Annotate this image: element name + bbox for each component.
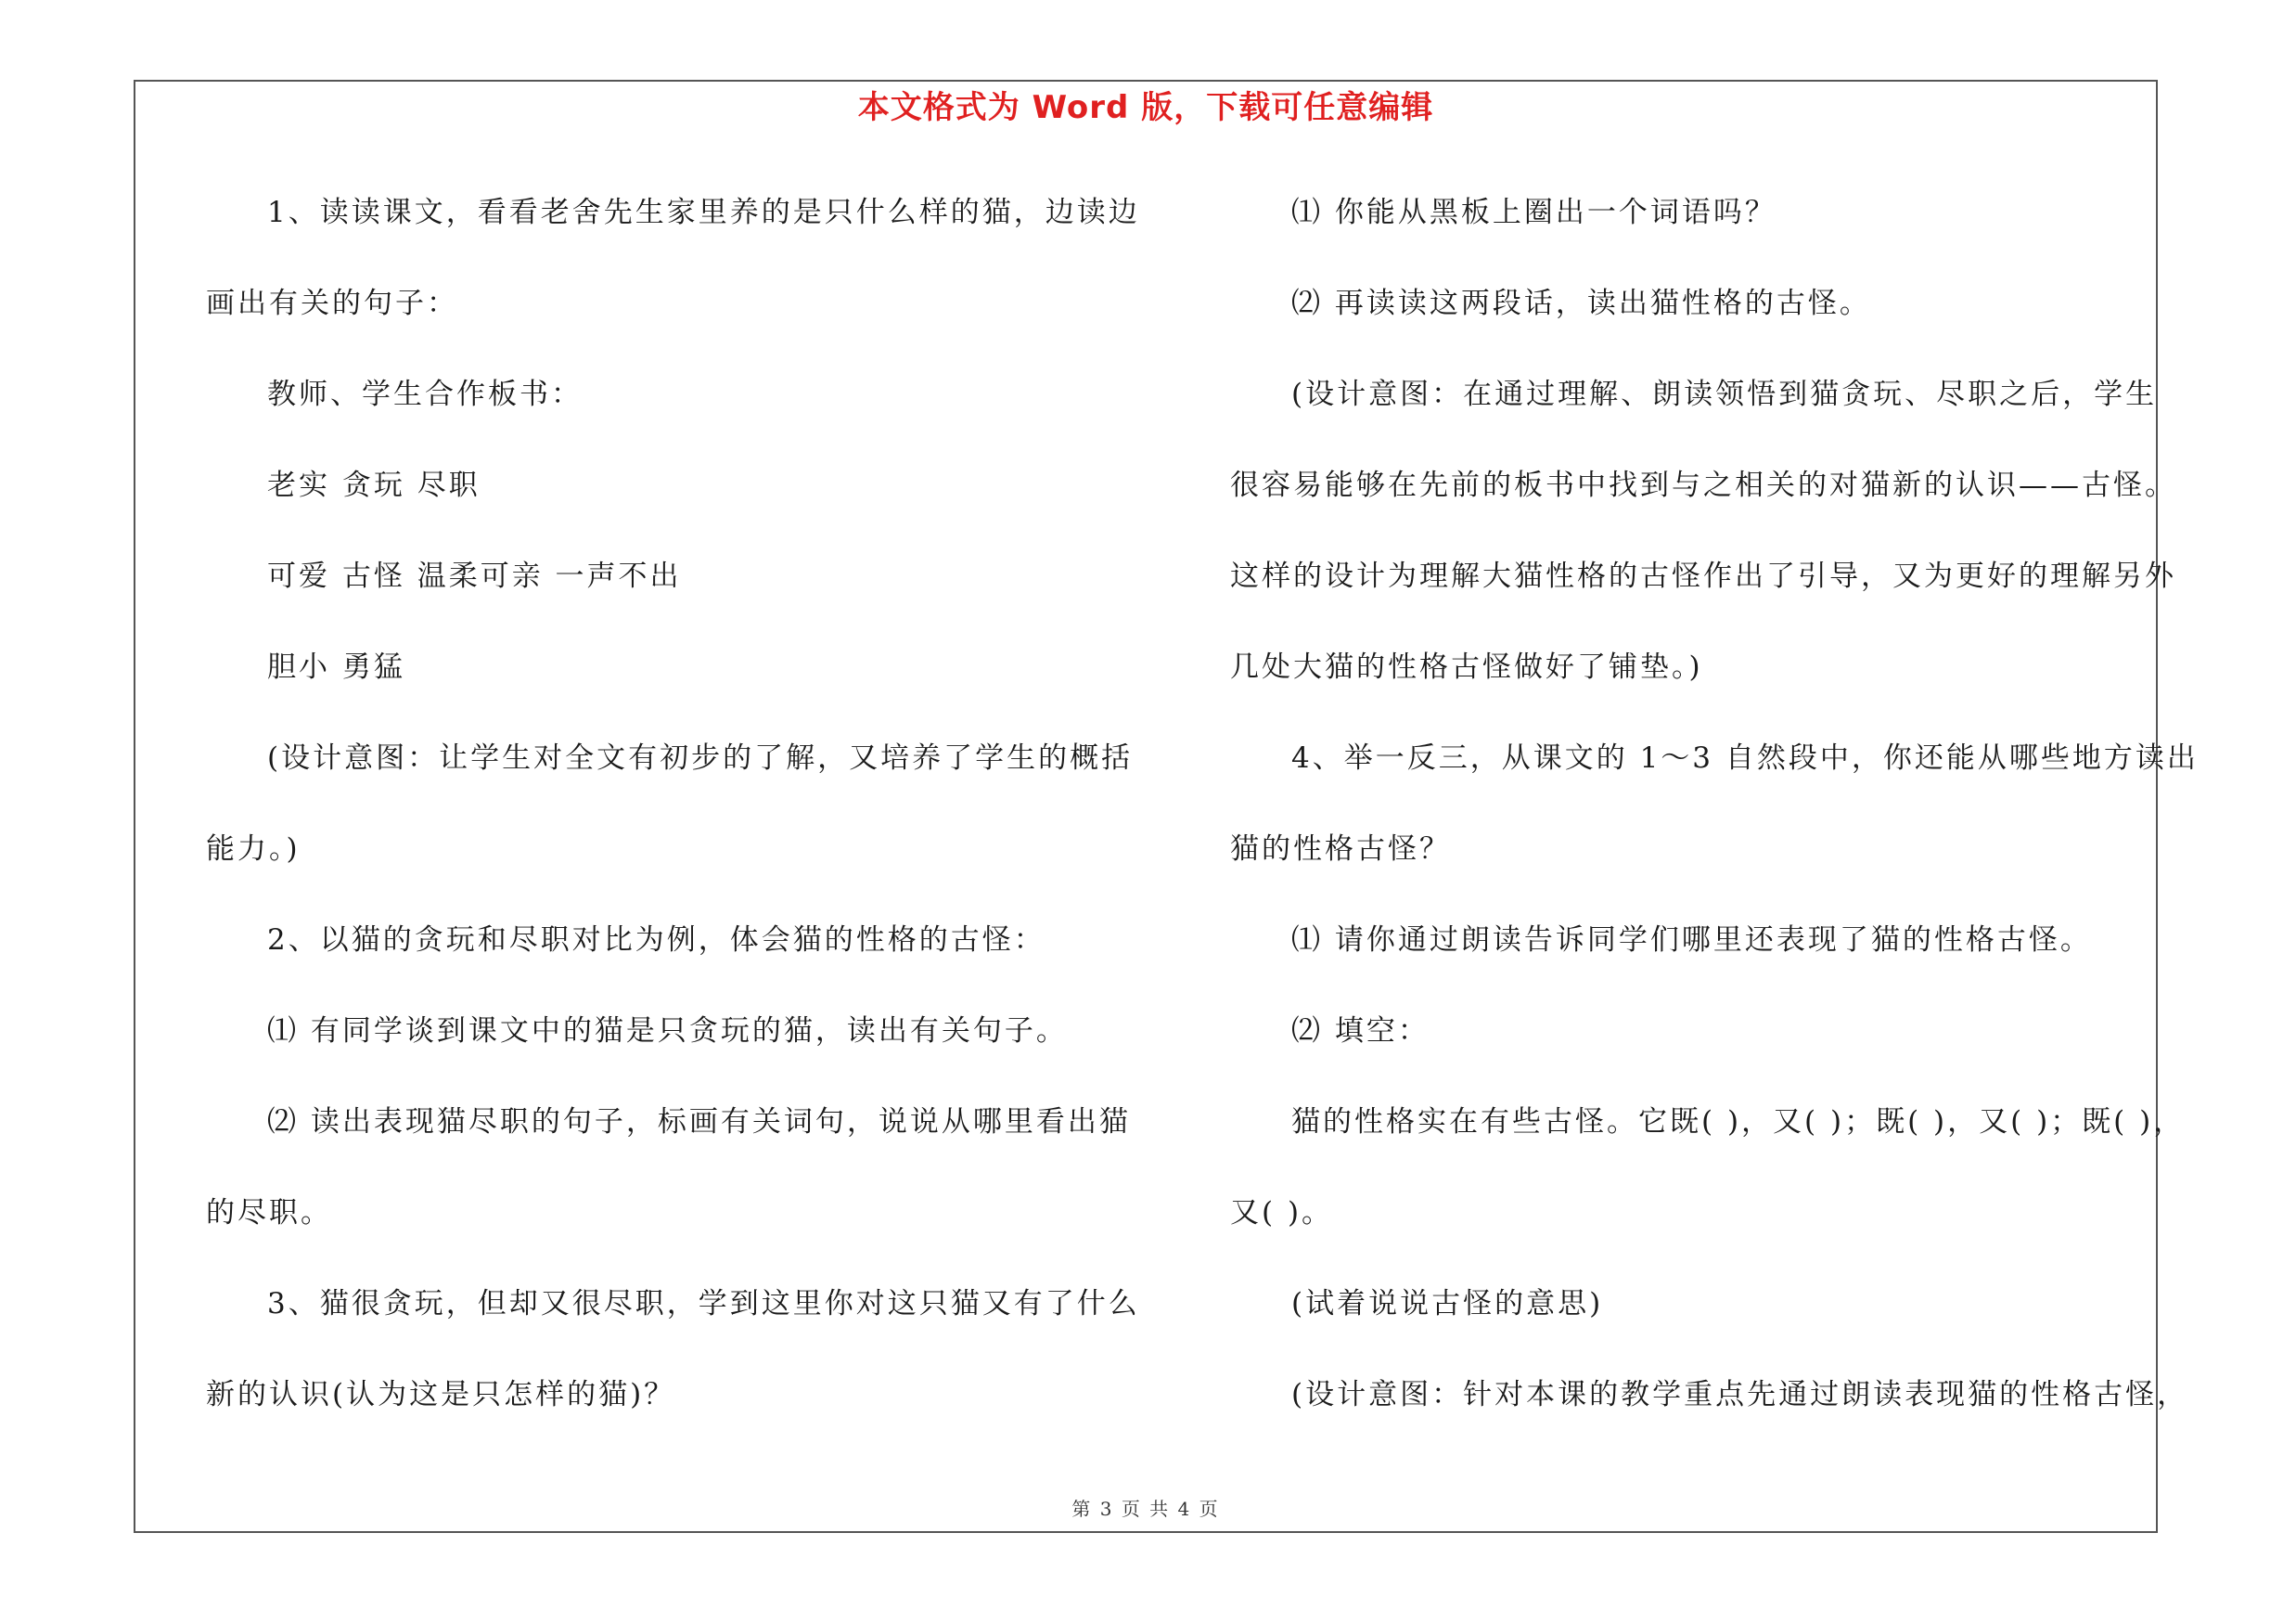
paragraph-line: 能力。)	[206, 832, 301, 866]
paragraph-line: ⑴ 你能从黑板上圈出一个词语吗？	[1291, 196, 1777, 229]
paragraph-line: (设计意图：让学生对全文有初步的了解，又培养了学生的概括	[267, 741, 1134, 775]
paragraph-line: ⑴ 请你通过朗读告诉同学们哪里还表现了猫的性格古怪。	[1291, 923, 2092, 957]
fill-blank-line: 又( )。	[1230, 1196, 1334, 1230]
paragraph-line: 几处大猫的性格古怪做好了铺垫。)	[1230, 650, 1703, 684]
format-banner: 本文格式为 Word 版，下载可任意编辑	[857, 89, 1434, 126]
paragraph-line: (设计意图：针对本课的教学重点先通过朗读表现猫的性格古怪，	[1291, 1378, 2189, 1411]
paragraph-line: (设计意图：在通过理解、朗读领悟到猫贪玩、尽职之后，学生	[1291, 378, 2158, 411]
paragraph-line: 很容易能够在先前的板书中找到与之相关的对猫新的认识——古怪。	[1230, 469, 2176, 502]
page-number: 第 3 页 共 4 页	[1071, 1498, 1220, 1520]
right-column	[1230, 183, 2199, 1456]
board-words-line: 胆小 勇猛	[267, 650, 405, 684]
paragraph-line: 的尽职。	[206, 1196, 332, 1230]
paragraph-line: 3、猫很贪玩，但却又很尽职，学到这里你对这只猫又有了什么	[267, 1287, 1140, 1320]
paragraph-line: ⑵ 读出表现猫尽职的句子，标画有关词句，说说从哪里看出猫	[267, 1105, 1131, 1139]
paragraph-line: 1、读读课文，看看老舍先生家里养的是只什么样的猫，边读边	[267, 196, 1140, 229]
paragraph-line: 新的认识(认为这是只怎样的猫)？	[206, 1378, 676, 1411]
paragraph-line: 画出有关的句子：	[206, 287, 458, 320]
board-words-line: 老实 贪玩 尽职	[267, 469, 481, 502]
paragraph-line: (试着说说古怪的意思)	[1291, 1287, 1604, 1320]
paragraph-line: ⑴ 有同学谈到课文中的猫是只贪玩的猫，读出有关句子。	[267, 1014, 1068, 1048]
paragraph-line: 4、举一反三，从课文的 1～3 自然段中，你还能从哪些地方读出	[1291, 741, 2199, 775]
paragraph-line: 教师、学生合作板书：	[267, 378, 583, 411]
paragraph-line: 这样的设计为理解大猫性格的古怪作出了引导，又为更好的理解另外	[1230, 560, 2176, 593]
board-words-line: 可爱 古怪 温柔可亲 一声不出	[267, 560, 682, 593]
paragraph-line: 2、以猫的贪玩和尽职对比为例，体会猫的性格的古怪：	[267, 923, 1045, 957]
left-column	[206, 183, 1143, 1456]
paragraph-line: ⑵ 再读读这两段话，读出猫性格的古怪。	[1291, 287, 1871, 320]
paragraph-line: ⑵ 填空：	[1291, 1014, 1430, 1048]
fill-blank-line: 猫的性格实在有些古怪。它既( )，又( )；既( )，又( )；既( )，	[1291, 1105, 2186, 1139]
paragraph-line: 猫的性格古怪？	[1230, 832, 1451, 866]
